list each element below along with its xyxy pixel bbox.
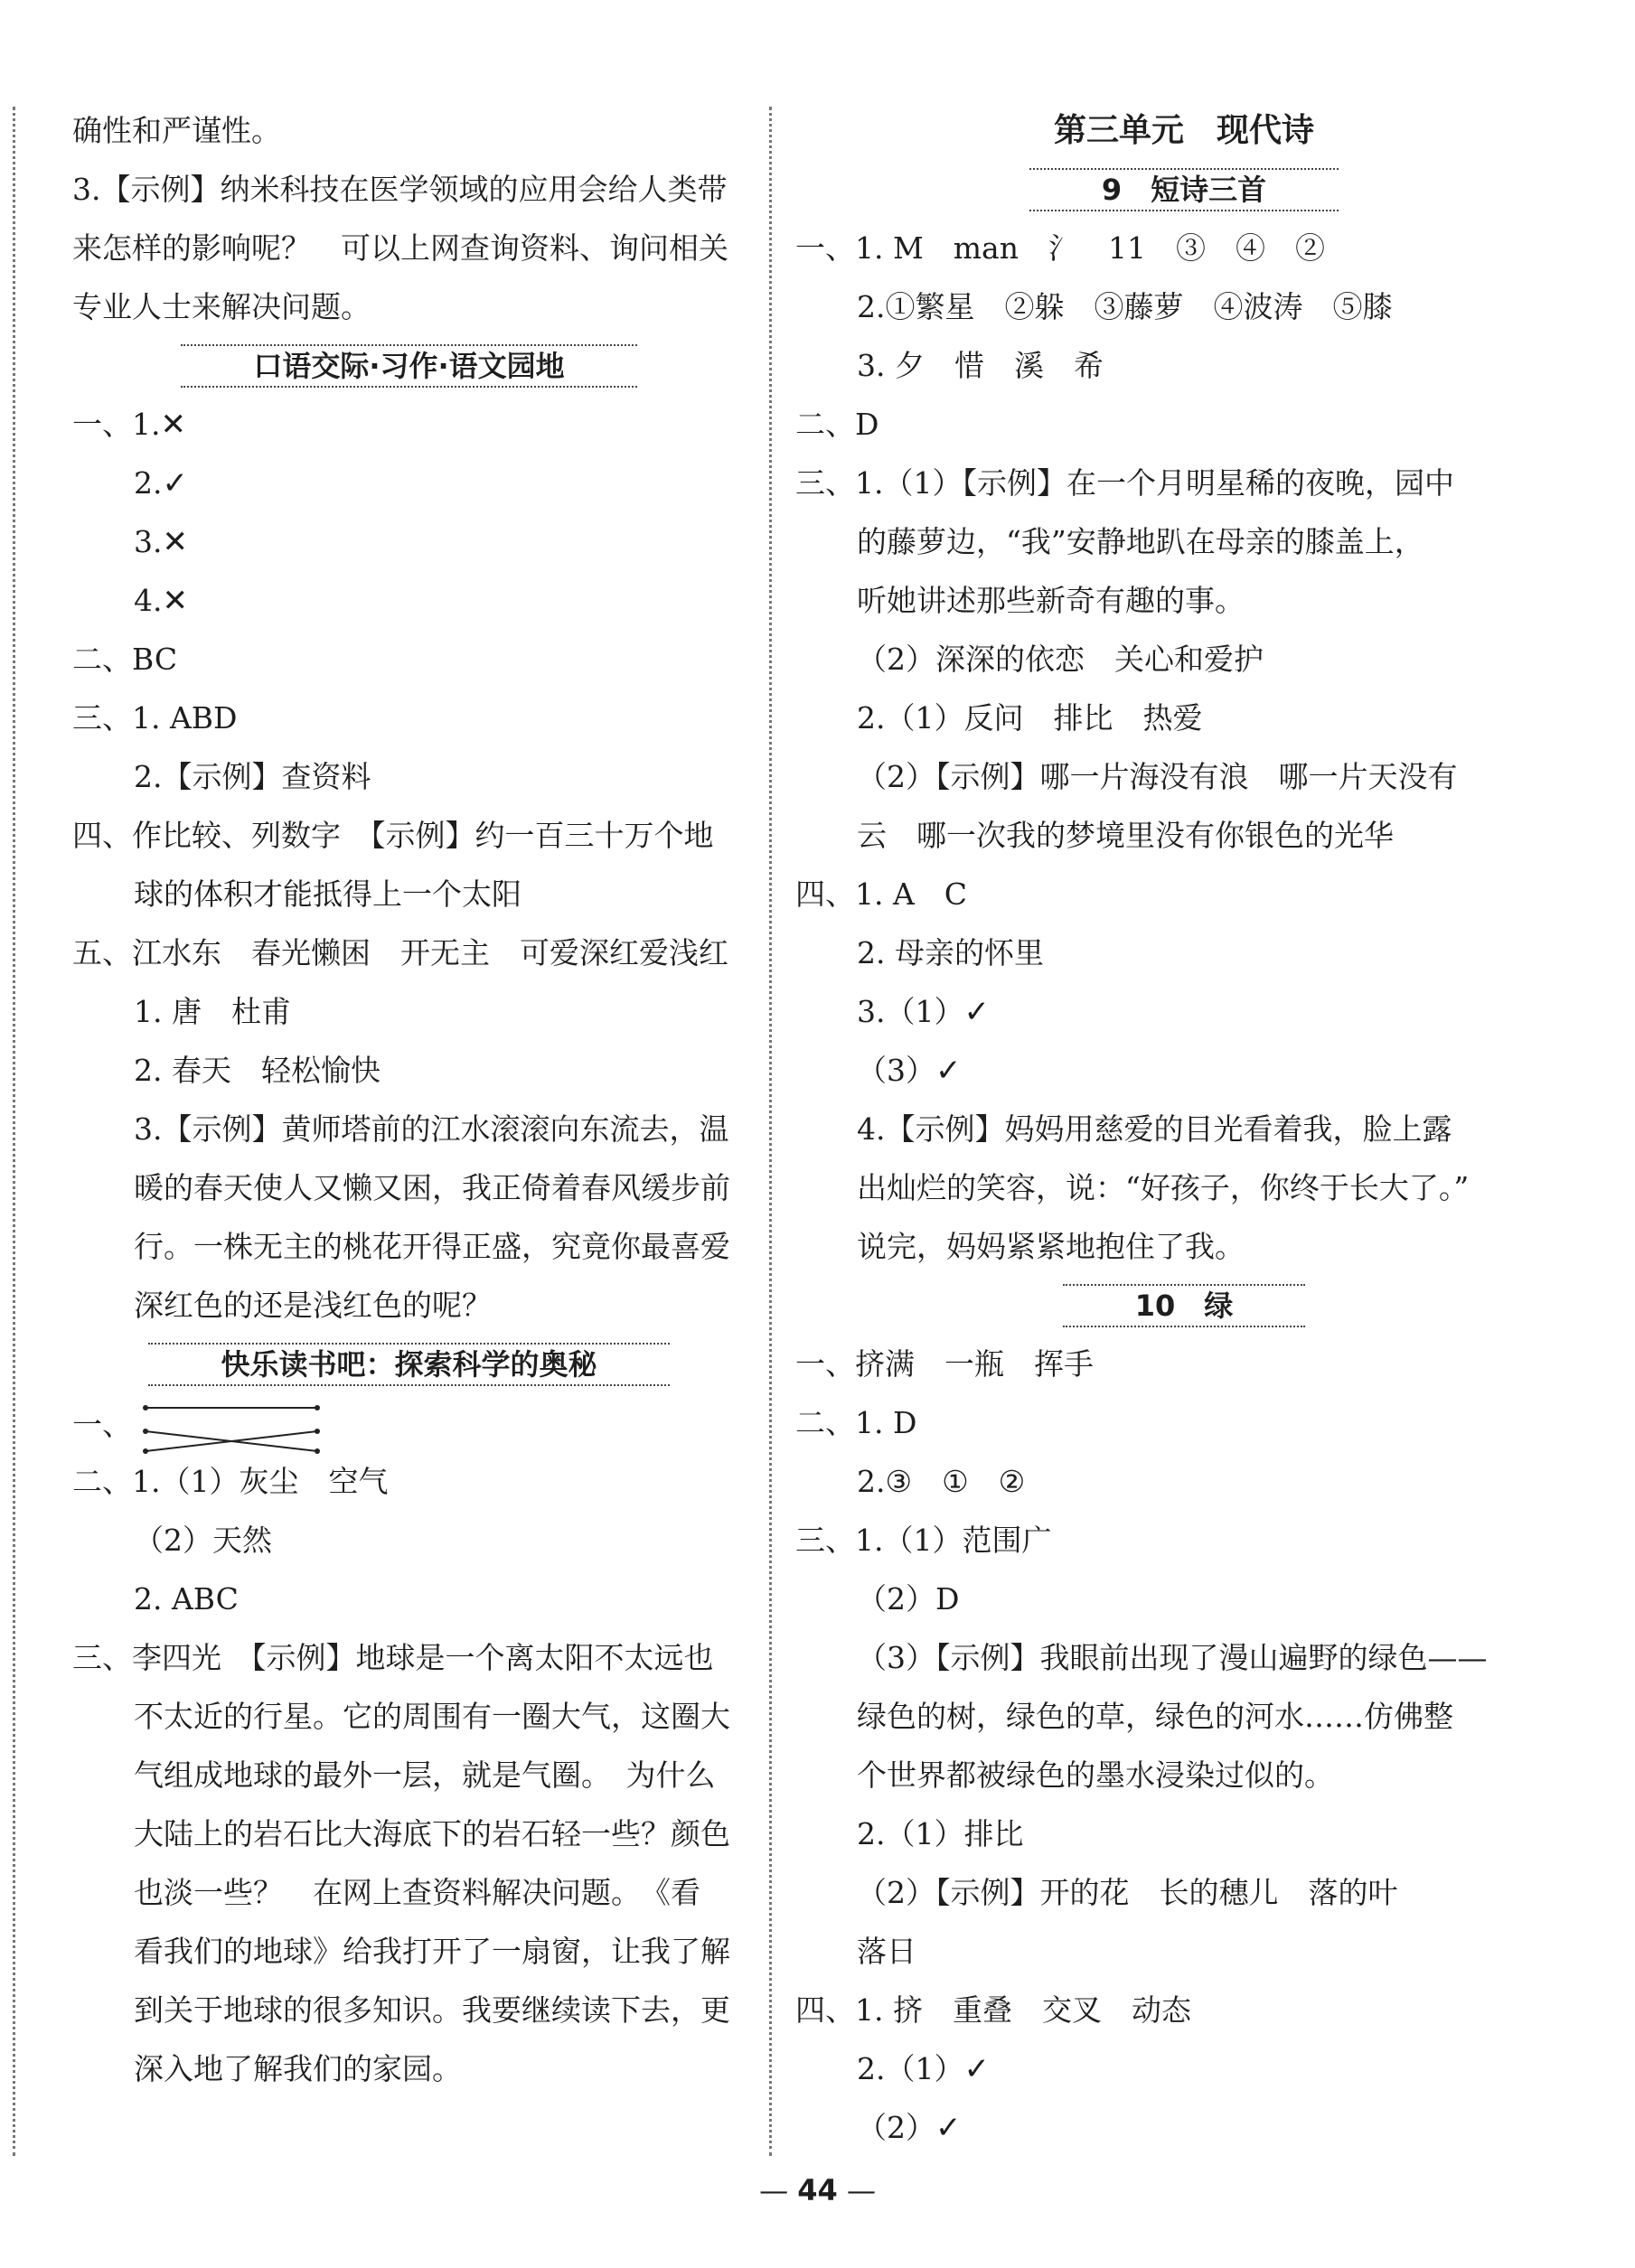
section-heading: 口语交际·习作·语文园地 xyxy=(72,336,746,395)
text-line: 确性和严谨性。 xyxy=(72,113,281,148)
answer-line: 气组成地球的最外一层，就是气圈。 为什么 xyxy=(134,1757,716,1793)
answer-line: 四、1. A C xyxy=(795,876,968,912)
answer-line: 落日 xyxy=(857,1934,916,1969)
column-divider xyxy=(769,107,772,2156)
answer-line: 不太近的行星。它的周围有一圈大气，这圈大 xyxy=(134,1699,730,1734)
answer-line: 四、1. 挤 重叠 交叉 动态 xyxy=(795,1992,1191,2028)
answer-line: 2.①繁星 ②躲 ③藤萝 ④波涛 ⑤膝 xyxy=(857,289,1393,324)
answer-line: 五、江水东 春光懒困 开无主 可爱深红爱浅红 xyxy=(72,935,728,970)
answer-line: 的藤萝边，“我”安静地趴在母亲的膝盖上， xyxy=(857,524,1424,559)
text-line: 3.【示例】纳米科技在医学领域的应用会给人类带 xyxy=(72,172,728,207)
answer-line: 暖的春天使人又懒又困，我正倚着春风缓步前 xyxy=(134,1170,730,1205)
answer-line: 3. 夕 惜 溪 希 xyxy=(857,348,1104,383)
answer-line: 球的体积才能抵得上一个太阳 xyxy=(134,876,522,912)
answer-line: 说完，妈妈紧紧地抱住了我。 xyxy=(857,1229,1245,1264)
answer-line: （3）【示例】我眼前出现了漫山遍野的绿色—— xyxy=(857,1640,1488,1675)
page-number: 44 xyxy=(797,2173,838,2207)
answer-line: 深红色的还是浅红色的呢？ xyxy=(134,1288,492,1323)
answer-line: 2. 春天 轻松愉快 xyxy=(134,1053,381,1088)
answer-line: 2.③ ① ② xyxy=(857,1464,1026,1499)
check-mark: ✓ xyxy=(935,1053,962,1089)
answer-line: 深入地了解我们的家园。 xyxy=(134,2051,462,2086)
answer-line: 一、 xyxy=(72,1393,746,1457)
check-mark: ✓ xyxy=(935,2110,962,2146)
answer-line: 4.【示例】妈妈用慈爱的目光看着我，脸上露 xyxy=(857,1111,1452,1147)
answer-line: 三、李四光 【示例】地球是一个离太阳不太远也 xyxy=(72,1640,714,1675)
answer-line: 一、挤满 一瓶 挥手 xyxy=(795,1346,1094,1382)
answer-line: （3）✓ xyxy=(857,1053,962,1089)
text-line: 专业人士来解决问题。 xyxy=(72,289,371,324)
section-heading: 快乐读书吧：探索科学的奥秘 xyxy=(72,1335,746,1393)
cross-mark: ✕ xyxy=(162,583,188,619)
answer-line: 出灿烂的笑容，说：“好孩子，你终于长大了。” xyxy=(857,1170,1470,1205)
answer-line: 二、1.（1）灰尘 空气 xyxy=(72,1464,389,1499)
check-mark: ✓ xyxy=(162,465,188,501)
answer-line: 看我们的地球》给我打开了一扇窗，让我了解 xyxy=(134,1934,730,1969)
answer-line: 四、作比较、列数字 【示例】约一百三十万个地 xyxy=(72,818,714,853)
answer-line: 二、BC xyxy=(72,642,178,677)
answer-line: 3.（1）✓ xyxy=(857,994,990,1030)
answer-line: 2.✓ xyxy=(134,465,188,501)
lesson-heading: 9 短诗三首 xyxy=(795,160,1573,219)
matching-lines-diagram xyxy=(141,1395,322,1458)
answer-line: 2.【示例】查资料 xyxy=(134,759,371,794)
answer-line: 2. 母亲的怀里 xyxy=(857,935,1044,970)
answer-line: 也淡一些？ 在网上查资料解决问题。 《看 xyxy=(134,1875,700,1910)
answer-line: 3.✕ xyxy=(134,524,188,560)
answer-line: 三、1. ABD xyxy=(72,700,238,736)
answer-line: 行。一株无主的桃花开得正盛，究竟你最喜爱 xyxy=(134,1229,730,1264)
page-footer: — 44 — xyxy=(759,2173,876,2207)
answer-line: 2. ABC xyxy=(134,1581,239,1617)
unit-title: 第三单元 现代诗 xyxy=(1053,112,1314,149)
answer-line: 一、1. M man 氵 11 ③ ④ ② xyxy=(795,230,1325,266)
text-line: 来怎样的影响呢？ 可以上网查询资料、询问相关 xyxy=(72,230,728,266)
answer-line: 2.（1）排比 xyxy=(857,1816,1024,1851)
answer-line: 2.（1）反问 排比 热爱 xyxy=(857,700,1203,736)
answer-line: （2）【示例】哪一片海没有浪 哪一片天没有 xyxy=(857,759,1458,794)
answer-line: （2）D xyxy=(857,1581,960,1617)
answer-line: 二、1. D xyxy=(795,1405,917,1440)
answer-line: （2）天然 xyxy=(134,1523,272,1558)
answer-line: 4.✕ xyxy=(134,583,188,619)
check-mark: ✓ xyxy=(963,994,990,1030)
answer-line: 三、1.（1）范围广 xyxy=(795,1523,1052,1558)
answer-line: 三、1.（1）【示例】在一个月明星稀的夜晚，园中 xyxy=(795,465,1454,501)
answer-line: 听她讲述那些新奇有趣的事。 xyxy=(857,583,1245,618)
answer-line: 二、D xyxy=(795,407,879,442)
answer-line: 大陆上的岩石比大海底下的岩石轻一些？颜色 xyxy=(134,1816,730,1851)
cross-mark: ✕ xyxy=(160,407,186,443)
left-margin-rule xyxy=(13,107,15,2156)
answer-line: 一、1.✕ xyxy=(72,407,186,443)
check-mark: ✓ xyxy=(963,2051,990,2087)
lesson-heading: 10 绿 xyxy=(795,1276,1573,1335)
answer-line: 绿色的树，绿色的草，绿色的河水……仿佛整 xyxy=(857,1699,1453,1734)
answer-line: （2）✓ xyxy=(857,2110,962,2146)
right-column xyxy=(795,101,1573,2157)
answer-line: 云 哪一次我的梦境里没有你银色的光华 xyxy=(857,818,1394,853)
left-column xyxy=(72,101,746,2098)
answer-line: 3.【示例】黄师塔前的江水滚滚向东流去，温 xyxy=(134,1111,729,1147)
answer-line: （2）【示例】开的花 长的穗儿 落的叶 xyxy=(857,1875,1398,1910)
cross-mark: ✕ xyxy=(162,524,188,560)
answer-line: 2.（1）✓ xyxy=(857,2051,990,2087)
answer-line: （2）深深的依恋 关心和爱护 xyxy=(857,642,1264,677)
answer-line: 个世界都被绿色的墨水浸染过似的。 xyxy=(857,1757,1334,1793)
answer-line: 1. 唐 杜甫 xyxy=(134,994,291,1029)
answer-line: 到关于地球的很多知识。我要继续读下去，更 xyxy=(134,1992,730,2028)
